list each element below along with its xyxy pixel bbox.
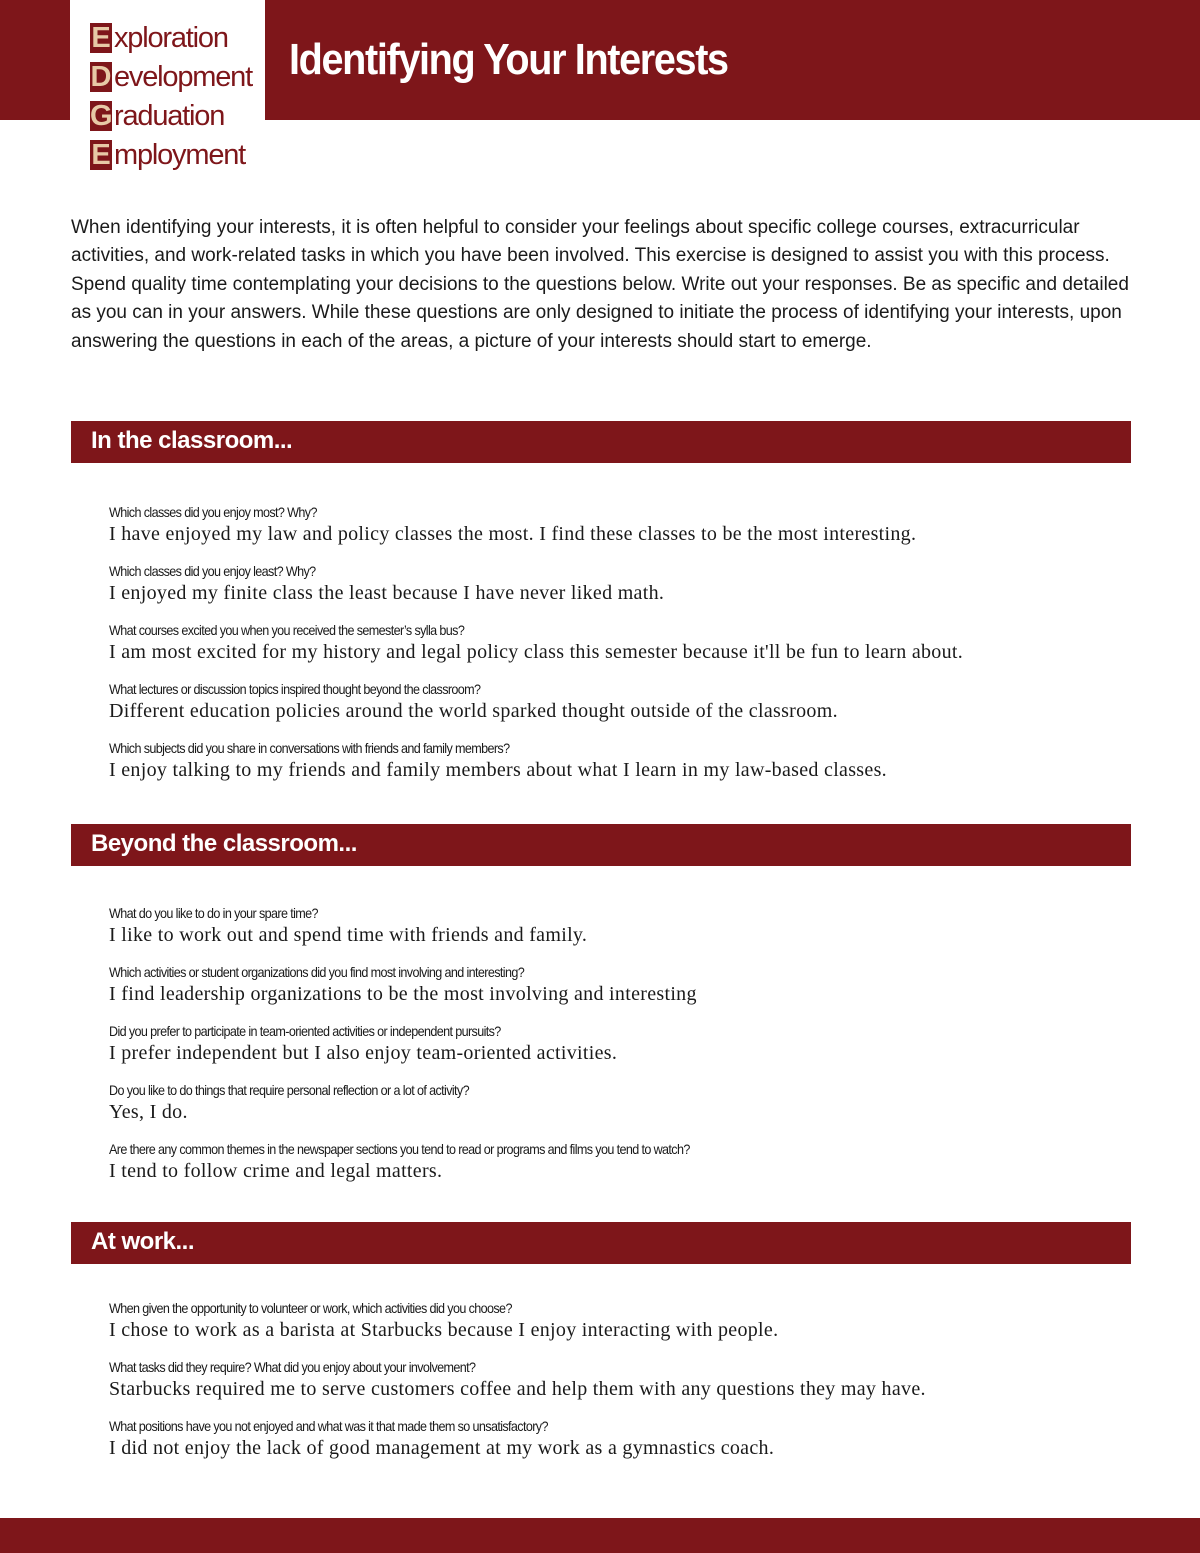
answer: Starbucks required me to serve customers coffee and help them with any questions they may have. bbox=[109, 1378, 926, 1400]
answer: I am most excited for my history and legal policy class this semester because it'll be fun to learn about. bbox=[109, 641, 964, 663]
question: What positions have you not enjoyed and what was it that made them so unsatisfactory? bbox=[109, 1418, 548, 1434]
qa-item bbox=[109, 504, 1129, 548]
answer: I prefer independent but I also enjoy team-oriented activities. bbox=[109, 1042, 618, 1064]
qa-item bbox=[109, 1300, 1129, 1344]
answer: I enjoy talking to my friends and family members about what I learn in my law-based classes. bbox=[109, 759, 887, 781]
section-header-at-work bbox=[71, 1222, 1131, 1264]
logo-word: raduation bbox=[114, 99, 225, 132]
qa-item bbox=[109, 622, 1129, 666]
qa-item bbox=[109, 905, 1129, 949]
qa-list-at-work bbox=[109, 1300, 1129, 1477]
section-title: At work... bbox=[91, 1228, 195, 1255]
qa-item bbox=[109, 1359, 1129, 1403]
answer: Yes, I do. bbox=[109, 1101, 188, 1123]
question: Did you prefer to participate in team-oriented activities or independent pursuits? bbox=[109, 1023, 501, 1039]
answer: I find leadership organizations to be the most involving and interesting bbox=[109, 983, 697, 1005]
qa-list-beyond-classroom bbox=[109, 905, 1129, 1200]
question: Which subjects did you share in conversations with friends and family members? bbox=[109, 740, 510, 756]
section-title: Beyond the classroom... bbox=[91, 830, 357, 857]
question: What courses excited you when you received the semester’s sylla bus? bbox=[109, 622, 465, 638]
answer: I did not enjoy the lack of good management at my work as a gymnastics coach. bbox=[109, 1437, 775, 1459]
footer-band bbox=[0, 1518, 1200, 1553]
answer: I enjoyed my finite class the least because I have never liked math. bbox=[109, 582, 665, 604]
page-title: Identifying Your Interests bbox=[289, 35, 728, 84]
qa-list-classroom bbox=[109, 504, 1129, 799]
answer: I chose to work as a barista at Starbucks because I enjoy interacting with people. bbox=[109, 1319, 779, 1341]
logo-row-employment bbox=[90, 138, 245, 172]
qa-item bbox=[109, 681, 1129, 725]
logo-row-development bbox=[90, 60, 252, 94]
qa-item bbox=[109, 1082, 1129, 1126]
question: What lectures or discussion topics inspired thought beyond the classroom? bbox=[109, 681, 481, 697]
logo-letter: E bbox=[91, 139, 111, 171]
logo-letter: D bbox=[90, 61, 112, 93]
logo-letter: E bbox=[91, 22, 111, 54]
question: What do you like to do in your spare time? bbox=[109, 905, 318, 921]
qa-item bbox=[109, 964, 1129, 1008]
logo-word: evelopment bbox=[114, 60, 252, 93]
logo-word: xploration bbox=[114, 21, 228, 54]
section-title: In the classroom... bbox=[91, 427, 293, 454]
logo-letter: G bbox=[90, 100, 113, 132]
question: Which classes did you enjoy most? Why? bbox=[109, 504, 317, 520]
qa-item bbox=[109, 1023, 1129, 1067]
question: When given the opportunity to volunteer or work, which activities did you choose? bbox=[109, 1300, 512, 1316]
question: Which classes did you enjoy least? Why? bbox=[109, 563, 316, 579]
answer: I tend to follow crime and legal matters. bbox=[109, 1160, 443, 1182]
question: Do you like to do things that require personal reflection or a lot of activity? bbox=[109, 1082, 469, 1098]
qa-item bbox=[109, 740, 1129, 784]
answer: Different education policies around the world sparked thought outside of the classroom. bbox=[109, 700, 838, 722]
section-header-classroom bbox=[71, 421, 1131, 463]
logo-row-exploration bbox=[90, 21, 228, 55]
logo-word: mployment bbox=[114, 138, 246, 171]
section-header-beyond-classroom bbox=[71, 824, 1131, 866]
intro-paragraph: When identifying your interests, it is often helpful to consider your feelings about specific college courses, extracurricular activities, and work-related tasks in which you have been involved. This exercise is designed to assist you with this process. Spend quality time contemplating your decisions to the questions below. Write out your responses. Be as specific and detailed as you can in your answers. While these questions are only designed to initiate the process of identifying your interests, upon answering the questions in each of the areas, a picture of your interests should start to emerge. bbox=[71, 217, 1129, 352]
qa-item bbox=[109, 563, 1129, 607]
question: What tasks did they require? What did you enjoy about your involvement? bbox=[109, 1359, 476, 1375]
logo-row-graduation bbox=[90, 99, 224, 133]
answer: I like to work out and spend time with friends and family. bbox=[109, 924, 588, 946]
question: Are there any common themes in the newspaper sections you tend to read or programs and films you tend to watch? bbox=[109, 1141, 690, 1157]
qa-item bbox=[109, 1141, 1129, 1185]
qa-item bbox=[109, 1418, 1129, 1462]
answer: I have enjoyed my law and policy classes the most. I find these classes to be the most interesting. bbox=[109, 523, 917, 545]
edge-logo bbox=[70, 0, 265, 187]
question: Which activities or student organizations did you find most involving and interesting? bbox=[109, 964, 525, 980]
